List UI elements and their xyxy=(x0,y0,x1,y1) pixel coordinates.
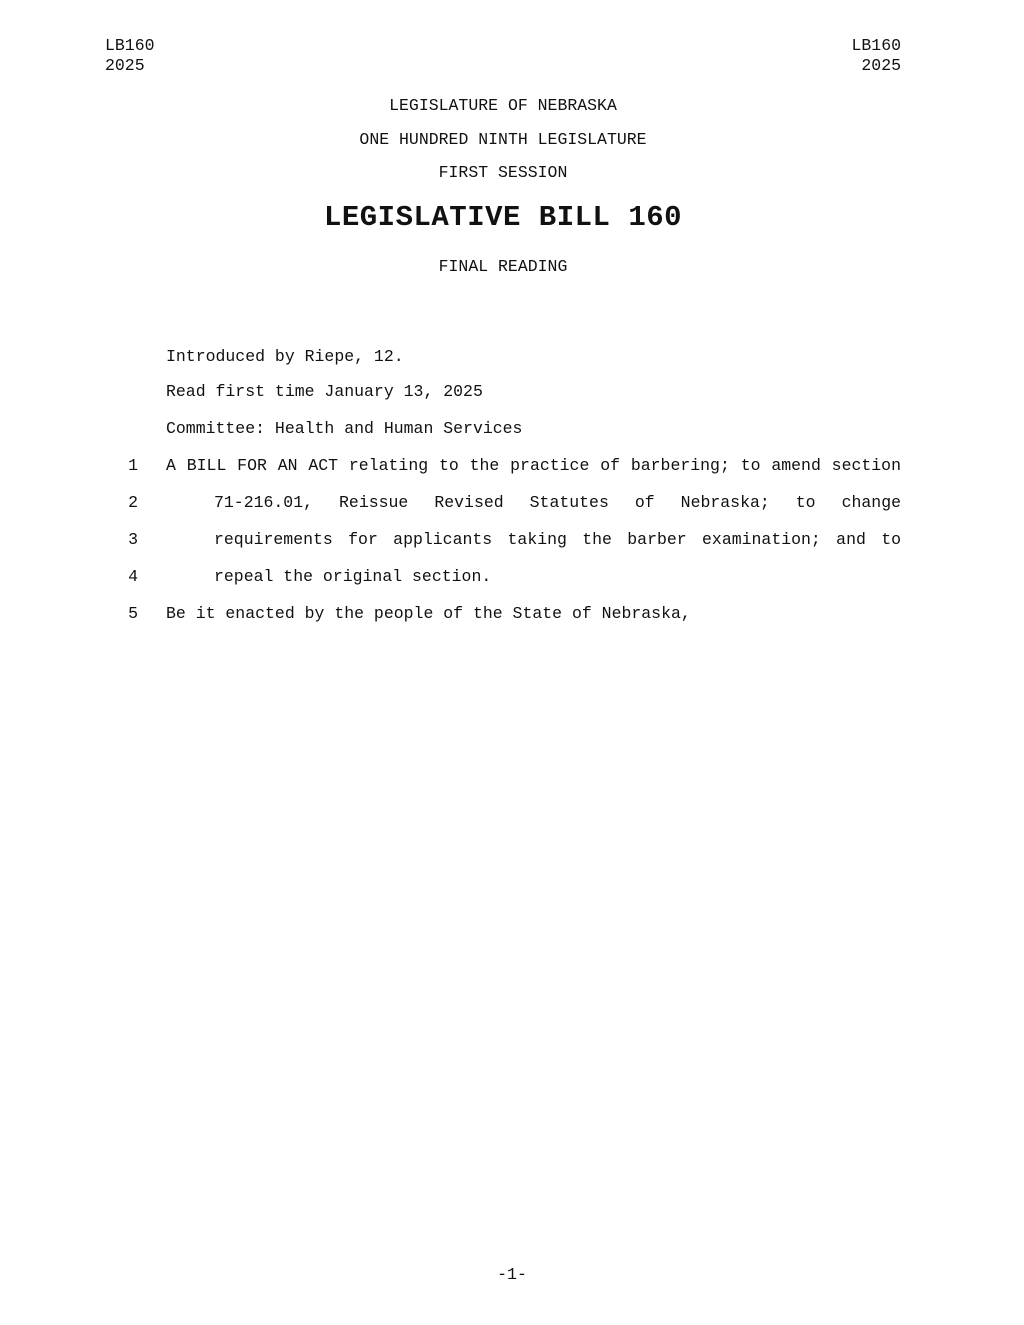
page-number: -1- xyxy=(497,1265,527,1284)
header-left-year: 2025 xyxy=(105,56,145,75)
header-right xyxy=(851,36,901,76)
legislature-session-name: ONE HUNDRED NINTH LEGISLATURE xyxy=(359,130,647,149)
bill-title: LEGISLATIVE BILL 160 xyxy=(323,201,683,234)
enacting-clause: Be it enacted by the people of the State of Nebraska, xyxy=(166,604,691,623)
legislature-name: LEGISLATURE OF NEBRASKA xyxy=(389,96,617,115)
bill-line: 71-216.01, Reissue Revised Statutes of Nebraska; to change xyxy=(214,493,901,512)
header-left xyxy=(105,36,155,76)
line-number: 5 xyxy=(128,604,138,623)
bill-line: requirements for applicants taking the barber examination; and to xyxy=(214,530,901,549)
session-label: FIRST SESSION xyxy=(438,163,568,182)
header-right-bill: LB160 xyxy=(851,36,901,55)
read-first-time: Read first time January 13, 2025 xyxy=(166,382,483,401)
line-number: 1 xyxy=(128,456,138,475)
line-number: 4 xyxy=(128,567,138,586)
line-number: 3 xyxy=(128,530,138,549)
line-number: 2 xyxy=(128,493,138,512)
introduced-by: Introduced by Riepe, 12. xyxy=(166,347,404,366)
bill-line: repeal the original section. xyxy=(214,567,492,586)
header-right-year: 2025 xyxy=(861,56,901,75)
bill-line: A BILL FOR AN ACT relating to the practice of barbering; to amend section xyxy=(166,456,901,475)
committee: Committee: Health and Human Services xyxy=(166,419,523,438)
header-left-bill: LB160 xyxy=(105,36,155,55)
reading-label: FINAL READING xyxy=(438,257,568,276)
